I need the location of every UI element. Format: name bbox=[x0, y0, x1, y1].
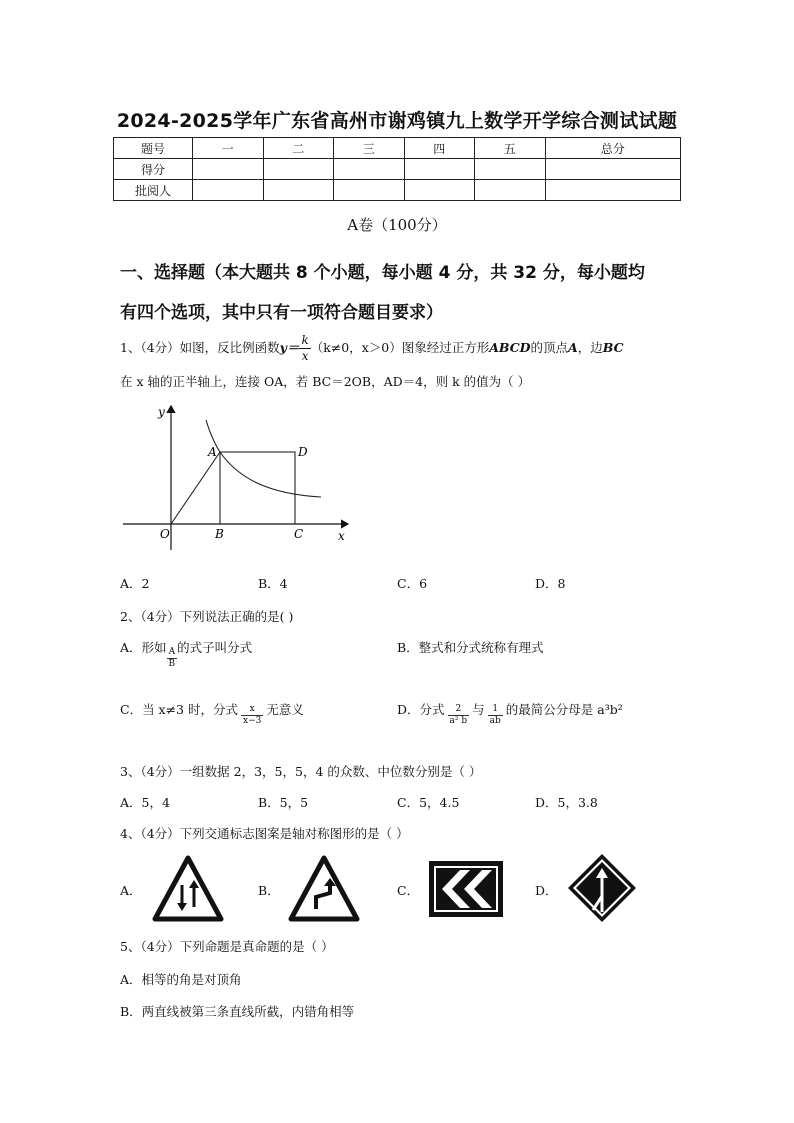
score-table-header-cell: 二 bbox=[263, 138, 334, 159]
score-table-header-row bbox=[114, 138, 681, 159]
label-x: x bbox=[338, 529, 345, 543]
question-1-option-d[interactable]: D．8 bbox=[535, 576, 566, 591]
score-table-row bbox=[114, 180, 681, 201]
section-1-line: 一、选择题（本大题共 8 个小题，每小题 4 分，共 32 分，每小题均 bbox=[120, 263, 645, 283]
question-5-option-b[interactable]: B．两直线被第三条直线所截，内错角相等 bbox=[120, 1004, 355, 1019]
question-4-option-b[interactable]: B． bbox=[258, 883, 280, 898]
question-1-fraction bbox=[299, 333, 310, 364]
reviewer-cell[interactable] bbox=[334, 180, 405, 201]
square-abcd bbox=[220, 452, 295, 524]
question-1-mid: 的顶点 bbox=[530, 340, 569, 355]
question-3-stem: 3、（4分）一组数据 2，3，5，5，4 的众数、中位数分别是（ ） bbox=[120, 764, 482, 779]
fraction-numerator: k bbox=[301, 332, 309, 347]
segment-oa bbox=[171, 452, 220, 524]
question-2-option-d[interactable] bbox=[397, 700, 623, 727]
sign-c-chevron-icon bbox=[428, 860, 504, 918]
label-c: C bbox=[294, 527, 304, 541]
fraction-numerator: 1 bbox=[488, 704, 503, 716]
section-1-heading bbox=[120, 253, 680, 333]
label-b: B bbox=[215, 527, 224, 541]
fraction-denominator: a² b bbox=[449, 716, 468, 726]
fraction-denominator: B bbox=[168, 659, 176, 669]
question-1-abcd: ABCD bbox=[489, 340, 531, 355]
score-table-header-cell: 一 bbox=[193, 138, 264, 159]
score-table-header-cell: 总分 bbox=[545, 138, 681, 159]
question-2-option-c[interactable] bbox=[120, 700, 304, 727]
score-cell[interactable] bbox=[193, 159, 264, 180]
score-cell[interactable] bbox=[334, 159, 405, 180]
question-4-option-c[interactable]: C． bbox=[397, 883, 420, 898]
reviewer-cell[interactable] bbox=[404, 180, 475, 201]
option-a-fraction bbox=[167, 647, 178, 670]
fraction-denominator: x bbox=[301, 348, 309, 363]
score-cell[interactable] bbox=[404, 159, 475, 180]
score-table-row-label: 批阅人 bbox=[114, 180, 193, 201]
score-table-header-cell: 题号 bbox=[114, 138, 193, 159]
question-3-option-b[interactable]: B．5，5 bbox=[258, 795, 309, 810]
fraction-denominator: ab bbox=[489, 716, 501, 726]
score-cell[interactable] bbox=[475, 159, 546, 180]
score-table bbox=[113, 137, 681, 201]
option-d-fraction-2 bbox=[488, 704, 503, 727]
question-1-condition: （k≠0，x＞0）图象经过正方形 bbox=[310, 340, 490, 355]
fraction-numerator: A bbox=[167, 647, 178, 659]
question-4-option-d[interactable]: D． bbox=[535, 883, 558, 898]
question-3-option-a[interactable]: A．5，4 bbox=[120, 795, 170, 810]
question-1-line2: 在 x 轴的正半轴上，连接 OA，若 BC＝2OB，AD＝4，则 k 的值为（ ） bbox=[120, 374, 531, 389]
section-1-line: 有四个选项，其中只有一项符合题目要求） bbox=[120, 303, 443, 323]
question-1-line bbox=[120, 331, 690, 365]
score-table-header-cell: 五 bbox=[475, 138, 546, 159]
question-1-option-a[interactable]: A．2 bbox=[120, 576, 150, 591]
reviewer-cell[interactable] bbox=[263, 180, 334, 201]
fraction-numerator: x bbox=[241, 704, 263, 716]
question-1-a: A bbox=[568, 340, 578, 355]
sign-b-winding-road-icon bbox=[288, 855, 360, 923]
sign-a-two-way-traffic-icon bbox=[152, 855, 224, 923]
question-2-option-a[interactable] bbox=[120, 638, 252, 670]
option-text: A．形如 bbox=[120, 640, 167, 655]
question-1-option-b[interactable]: B．4 bbox=[258, 576, 288, 591]
sign-d-merge-icon bbox=[566, 852, 638, 924]
question-3-option-c[interactable]: C．5，4.5 bbox=[397, 795, 460, 810]
reviewer-cell[interactable] bbox=[545, 180, 681, 201]
document-title: 2024-2025学年广东省高州市谢鸡镇九上数学开学综合测试试题 bbox=[116, 110, 678, 132]
score-table-header-cell: 三 bbox=[334, 138, 405, 159]
score-cell[interactable] bbox=[263, 159, 334, 180]
option-tail: 的式子叫分式 bbox=[177, 640, 253, 655]
question-5-stem: 5、（4分）下列命题是真命题的是（ ） bbox=[120, 939, 334, 954]
option-tail: 的最简公分母是 a³b² bbox=[505, 702, 623, 717]
question-4-option-a[interactable]: A． bbox=[120, 883, 142, 898]
fraction-denominator: x−3 bbox=[243, 716, 262, 726]
question-4-stem: 4、（4分）下列交通标志图案是轴对称图形的是（ ） bbox=[120, 826, 409, 841]
reviewer-cell[interactable] bbox=[475, 180, 546, 201]
option-tail: 无意义 bbox=[266, 702, 304, 717]
score-cell[interactable] bbox=[545, 159, 681, 180]
option-d-fraction-1 bbox=[448, 704, 470, 727]
question-2-option-b[interactable]: B．整式和分式统称有理式 bbox=[397, 640, 544, 655]
question-1-option-c[interactable]: C．6 bbox=[397, 576, 428, 591]
question-5-option-a[interactable]: A．相等的角是对顶角 bbox=[120, 972, 242, 987]
question-1-stem bbox=[120, 331, 690, 399]
fraction-numerator: 2 bbox=[448, 704, 470, 716]
score-table-row bbox=[114, 159, 681, 180]
question-1-edge: ，边 bbox=[577, 340, 603, 355]
option-c-fraction bbox=[241, 704, 263, 727]
score-table-row-label: 得分 bbox=[114, 159, 193, 180]
option-mid: 与 bbox=[472, 702, 485, 717]
question-1-figure bbox=[118, 400, 358, 550]
question-3-option-d[interactable]: D．5，3.8 bbox=[535, 795, 598, 810]
option-text: D．分式 bbox=[397, 702, 445, 717]
option-text: C．当 x≠3 时，分式 bbox=[120, 702, 238, 717]
label-y: y bbox=[158, 405, 165, 419]
label-a: A bbox=[208, 445, 217, 459]
question-1-y-eq: y＝ bbox=[279, 340, 300, 355]
label-d: D bbox=[298, 445, 308, 459]
question-1-bc: BC bbox=[602, 340, 624, 355]
question-2-stem: 2、（4分）下列说法正确的是( ) bbox=[120, 609, 294, 624]
question-1-prefix: 1、（4分）如图，反比例函数 bbox=[120, 340, 280, 355]
reviewer-cell[interactable] bbox=[193, 180, 264, 201]
label-o: O bbox=[160, 527, 170, 541]
section-a-heading: A卷（100分） bbox=[347, 216, 447, 234]
score-table-header-cell: 四 bbox=[404, 138, 475, 159]
